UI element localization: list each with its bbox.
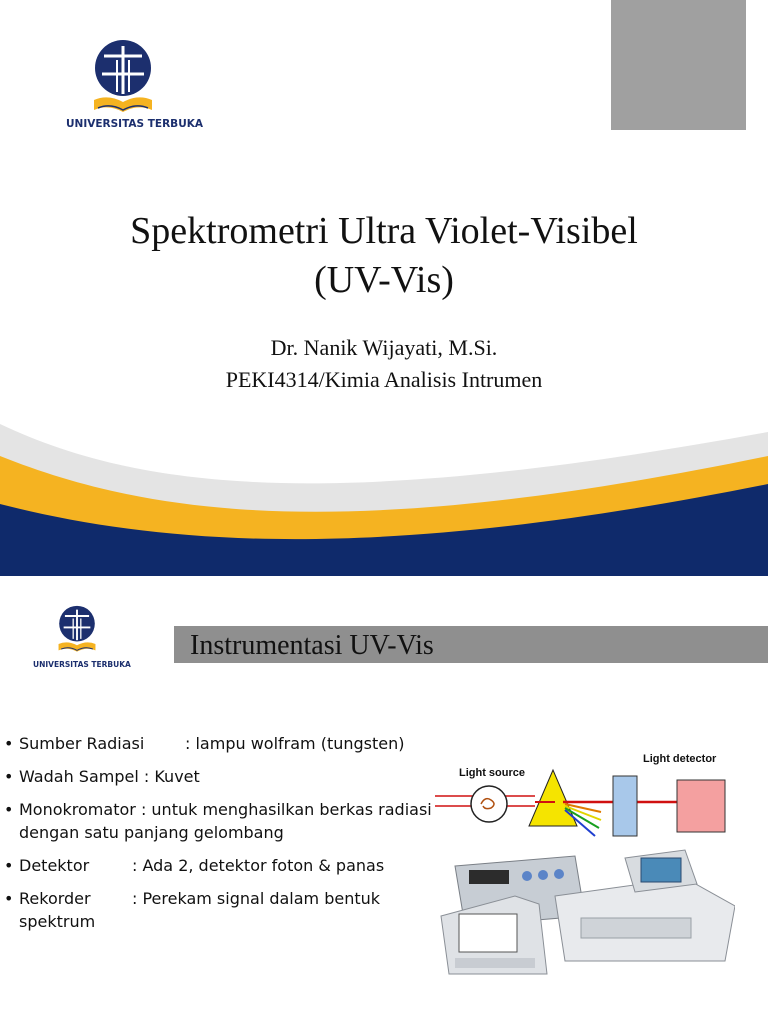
- slide-heading: Instrumentasi UV-Vis: [190, 630, 434, 661]
- light-source-bulb-icon: [471, 786, 507, 822]
- logo-text: UNIVERSITAS TERBUKA: [33, 660, 131, 669]
- author-name: Dr. Nanik Wijayati, M.Si.: [270, 335, 498, 360]
- bullet-text: : Ada 2, detektor foton & panas: [132, 856, 385, 875]
- bullet-label: Monokromator: [19, 800, 136, 819]
- bullet-text: : Perekam signal dalam bentuk spektrum: [19, 889, 381, 931]
- universitas-terbuka-logo-icon: [90, 38, 156, 118]
- decorative-wave: [0, 400, 768, 576]
- heading-bar: [174, 626, 768, 663]
- course-code: PEKI4314/Kimia Analisis Intrumen: [225, 367, 543, 392]
- cuvette-icon: [613, 776, 637, 836]
- bullet-label: Detektor: [19, 856, 90, 875]
- bullet-item: [4, 765, 434, 788]
- bullet-label: Wadah Sampel: [19, 767, 139, 786]
- bullet-item: [4, 798, 434, 844]
- light-source-label: Light source: [459, 767, 526, 779]
- spectrophotometer-diagram: [435, 746, 735, 976]
- title-line-2: (UV-Vis): [314, 259, 454, 301]
- title-line-1: Spektrometri Ultra Violet-Visibel: [130, 210, 638, 252]
- bullet-item: [4, 854, 434, 877]
- logo-text: UNIVERSITAS TERBUKA: [66, 118, 203, 130]
- bullet-item: [4, 887, 434, 933]
- content-slide: [0, 576, 768, 1024]
- bullet-item: [4, 732, 434, 755]
- corner-gray-block: [611, 0, 746, 130]
- detector-icon: [677, 780, 725, 832]
- light-detector-label: Light detector: [643, 753, 717, 765]
- bullet-list: [4, 732, 434, 943]
- bullet-text: : Kuvet: [143, 767, 200, 786]
- bullet-label: Rekorder: [19, 889, 91, 908]
- bullet-text: : lampu wolfram (tungsten): [185, 734, 405, 753]
- bullet-label: Sumber Radiasi: [19, 734, 145, 753]
- prism-icon: [529, 770, 577, 826]
- universitas-terbuka-logo-icon: [56, 604, 98, 656]
- bullet-text: : untuk menghasilkan berkas radiasi dengan satu panjang gelombang: [19, 800, 432, 842]
